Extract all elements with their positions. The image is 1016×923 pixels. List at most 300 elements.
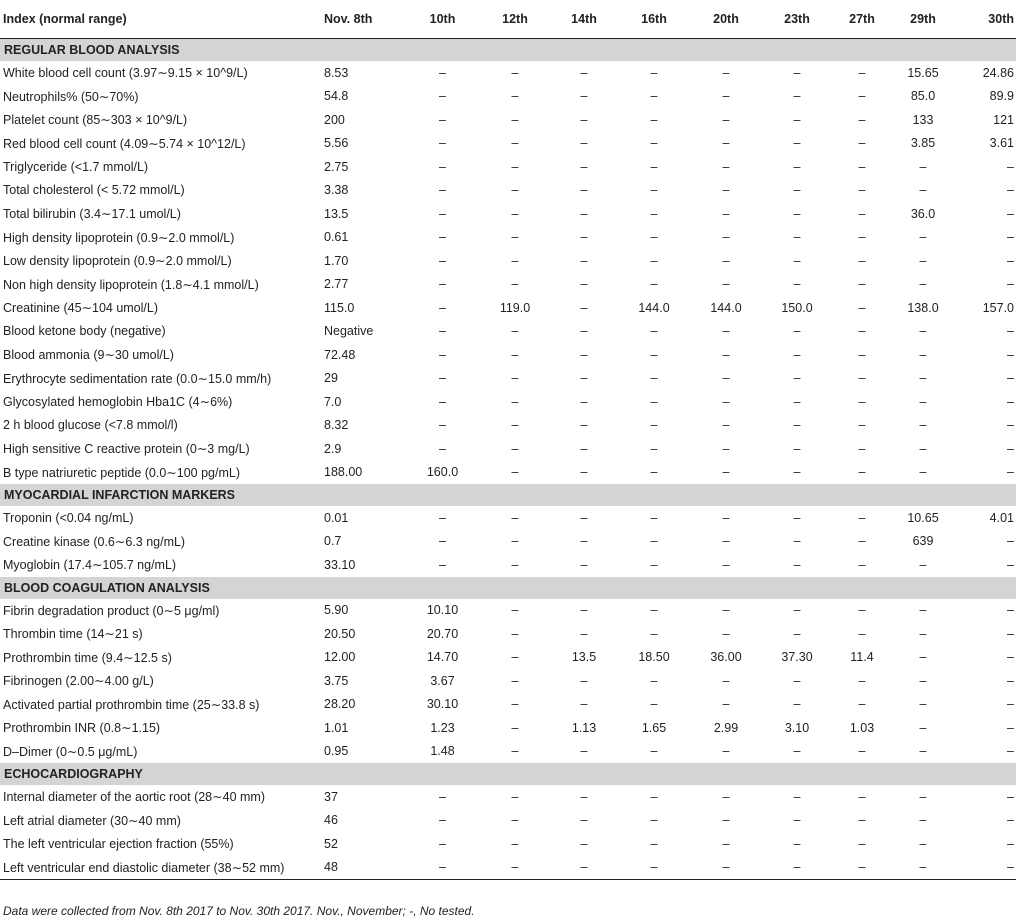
table-footnote: Data were collected from Nov. 8th 2017 to Nov. 30th 2017. Nov., November; -, No tested. [3, 904, 475, 918]
table-cell: 5.90 [324, 603, 349, 618]
table-cell: – [858, 89, 866, 104]
table-cell: – [793, 697, 801, 712]
table-cell: – [722, 206, 730, 221]
table-cell: – [722, 418, 730, 433]
table-cell: 20.50 [324, 626, 356, 641]
table-cell: – [919, 697, 927, 712]
row-label: White blood cell count (3.97∼9.15 × 10^9/L) [3, 66, 248, 81]
table-cell: 8.32 [324, 418, 349, 433]
table-cell: – [793, 441, 801, 456]
table-cell: – [858, 324, 866, 339]
table-cell: 1.48 [430, 744, 455, 759]
table-cell: – [580, 65, 588, 80]
table-cell: – [650, 230, 658, 245]
table-cell: 0.7 [324, 534, 342, 549]
table-cell: – [1007, 720, 1014, 735]
table-cell: – [793, 277, 801, 292]
table-cell: – [793, 206, 801, 221]
table-cell: – [722, 89, 730, 104]
table-cell: – [550, 856, 618, 880]
table-cell: – [793, 465, 801, 480]
table-cell: – [793, 626, 801, 641]
table-cell: 3.61 [989, 136, 1014, 151]
table-cell: – [1007, 230, 1014, 245]
row-label: Erythrocyte sedimentation rate (0.0∼15.0 mm/h) [3, 371, 272, 386]
table-cell: – [1007, 626, 1014, 641]
row-label: B type natriuretic peptide (0.0∼100 pg/mL) [3, 465, 240, 480]
table-cell: – [650, 697, 658, 712]
table-row [0, 437, 1016, 461]
table-cell: – [858, 789, 866, 804]
table-cell: – [722, 324, 730, 339]
table-cell: – [919, 603, 927, 618]
table-cell: – [511, 650, 519, 665]
table-cell: – [722, 253, 730, 268]
table-cell: – [858, 206, 866, 221]
table-cell: – [650, 324, 658, 339]
table-cell: 14.70 [426, 650, 459, 665]
table-cell: – [511, 441, 519, 456]
table-cell: – [722, 534, 730, 549]
table-cell: 54.8 [324, 89, 349, 104]
table-cell: – [580, 89, 588, 104]
table-cell: – [793, 744, 801, 759]
table-cell: – [580, 836, 588, 851]
table-cell: 200 [324, 112, 345, 127]
table-row [0, 461, 1016, 485]
table-cell: – [858, 112, 866, 127]
table-cell: – [439, 183, 446, 198]
table-cell: – [858, 65, 866, 80]
table-row [0, 622, 1016, 646]
table-cell: – [858, 744, 866, 759]
row-label: Neutrophils% (50∼70%) [3, 89, 139, 104]
table-cell: 30.10 [426, 697, 459, 712]
table-cell: – [722, 789, 730, 804]
table-cell: 11.4 [850, 650, 874, 665]
row-label: Left atrial diameter (30∼40 mm) [3, 813, 181, 828]
table-cell: – [722, 673, 730, 688]
table-cell: – [919, 159, 927, 174]
table-cell: 2.77 [324, 277, 349, 292]
table-cell: – [1007, 534, 1014, 549]
table-cell: 157.0 [982, 300, 1014, 315]
table-cell: – [919, 253, 927, 268]
table-cell: – [722, 836, 730, 851]
table-cell: – [1007, 277, 1014, 292]
table-cell: – [1007, 465, 1014, 480]
table-cell: – [919, 371, 927, 386]
table-cell: – [858, 277, 866, 292]
table-row [0, 646, 1016, 670]
table-cell: – [919, 836, 927, 851]
table-cell: 1.70 [324, 253, 349, 268]
row-label: Blood ammonia (9∼30 umol/L) [3, 348, 174, 363]
table-cell: – [722, 136, 730, 151]
table-cell: – [1007, 557, 1014, 572]
table-cell: – [511, 789, 519, 804]
table-cell: – [793, 813, 801, 828]
table-cell: 7.0 [324, 394, 342, 409]
table-row [0, 669, 1016, 693]
table-cell: – [919, 441, 927, 456]
table-cell: 52 [324, 836, 338, 851]
row-label: Blood ketone body (negative) [3, 324, 166, 339]
table-cell: Negative [324, 324, 374, 339]
table-cell: – [722, 112, 730, 127]
table-cell: – [650, 813, 658, 828]
table-cell: 133 [912, 112, 934, 127]
table-cell: – [722, 441, 730, 456]
column-header-date: 30th [954, 0, 1016, 39]
table-cell: 121 [993, 112, 1014, 127]
column-header-date: 16th [618, 0, 690, 39]
table-cell: 72.48 [324, 347, 356, 362]
table-cell: – [722, 465, 730, 480]
row-label: Creatinine (45∼104 umol/L) [3, 301, 158, 316]
column-header-date: 27th [832, 0, 892, 39]
table-cell: – [511, 557, 519, 572]
table-cell: – [858, 465, 866, 480]
table-cell: – [722, 371, 730, 386]
table-cell: – [511, 626, 519, 641]
table-cell: – [858, 697, 866, 712]
table-cell: 3.85 [910, 136, 936, 151]
table-cell: – [793, 159, 801, 174]
row-label: Triglyceride (<1.7 mmol/L) [3, 159, 149, 174]
table-cell: – [919, 650, 927, 665]
table-cell: – [511, 324, 519, 339]
table-cell: – [405, 856, 480, 880]
table-cell: – [1007, 371, 1014, 386]
table-cell: – [580, 441, 588, 456]
table-row [0, 343, 1016, 367]
table-cell: – [650, 183, 658, 198]
table-cell: – [858, 534, 866, 549]
table-cell: – [650, 836, 658, 851]
table-cell: 37.30 [781, 650, 813, 665]
table-cell: 0.61 [324, 230, 349, 245]
table-cell: – [580, 697, 588, 712]
section-title: REGULAR BLOOD ANALYSIS [0, 39, 1016, 62]
table-cell: – [580, 206, 588, 221]
table-cell: – [919, 277, 927, 292]
table-cell: – [511, 253, 519, 268]
table-cell: – [722, 230, 730, 245]
table-cell: – [580, 626, 588, 641]
column-header-date: 14th [550, 0, 618, 39]
table-cell: – [650, 465, 658, 480]
table-cell: – [439, 534, 446, 549]
table-cell: – [650, 371, 658, 386]
table-cell: – [793, 324, 801, 339]
table-cell: – [690, 856, 762, 880]
row-label: High density lipoprotein (0.9∼2.0 mmol/L) [3, 230, 235, 245]
table-cell: – [793, 418, 801, 433]
table-cell: – [511, 744, 519, 759]
table-cell: – [580, 371, 588, 386]
table-cell: 29 [324, 371, 338, 386]
table-cell: – [858, 394, 866, 409]
table-row [0, 202, 1016, 226]
table-cell: – [919, 789, 927, 804]
table-cell: – [650, 626, 658, 641]
table-cell: – [858, 626, 866, 641]
table-cell: – [1007, 347, 1014, 362]
table-row [0, 367, 1016, 391]
table-cell: 1.23 [430, 720, 455, 735]
table-cell: – [439, 557, 446, 572]
table-cell: – [650, 159, 658, 174]
table-cell: – [858, 418, 866, 433]
table-cell: – [919, 626, 927, 641]
table-cell: 1.03 [849, 720, 875, 735]
table-cell: – [793, 673, 801, 688]
table-cell: – [650, 603, 658, 618]
row-label: Total bilirubin (3.4∼17.1 umol/L) [3, 207, 181, 222]
table-cell: – [722, 183, 730, 198]
table-cell: – [480, 856, 550, 880]
table-row [0, 132, 1016, 156]
table-cell: – [1007, 836, 1014, 851]
table-cell: – [1007, 394, 1014, 409]
table-cell: – [1007, 697, 1014, 712]
table-row [0, 390, 1016, 414]
table-cell: – [1007, 603, 1014, 618]
table-cell: – [919, 418, 927, 433]
table-cell: – [722, 697, 730, 712]
table-cell: – [858, 347, 866, 362]
table-cell: – [439, 112, 446, 127]
table-cell: – [650, 744, 658, 759]
table-cell: 3.67 [430, 673, 455, 688]
table-cell: – [1007, 418, 1014, 433]
table-cell: – [511, 347, 519, 362]
table-cell: – [722, 603, 730, 618]
table-cell: 85.0 [910, 89, 936, 104]
table-cell: – [650, 206, 658, 221]
row-label: Myoglobin (17.4∼105.7 ng/mL) [3, 558, 177, 573]
table-row [0, 716, 1016, 740]
table-cell: – [793, 136, 801, 151]
table-cell: – [1007, 324, 1014, 339]
column-header-date: Nov. 8th [310, 0, 405, 39]
table-row [0, 249, 1016, 273]
table-cell: 188.00 [324, 465, 363, 480]
table-cell: – [722, 557, 730, 572]
table-cell: – [650, 394, 658, 409]
table-cell: – [722, 626, 730, 641]
table-cell: – [858, 836, 866, 851]
table-cell: – [919, 813, 927, 828]
table-cell: – [511, 89, 519, 104]
table-cell: – [919, 183, 927, 198]
section-header-row [0, 39, 1016, 62]
table-cell: – [511, 206, 519, 221]
table-cell: – [650, 253, 658, 268]
table-cell: – [650, 89, 658, 104]
table-cell: – [858, 510, 866, 525]
table-cell: – [439, 836, 446, 851]
table-cell: – [580, 673, 588, 688]
row-label: Platelet count (85∼303 × 10^9/L) [3, 113, 188, 128]
table-cell: – [511, 418, 519, 433]
table-row [0, 108, 1016, 132]
table-row [0, 832, 1016, 856]
table-cell: – [618, 856, 690, 880]
table-cell: – [511, 65, 519, 80]
table-cell: – [439, 253, 446, 268]
table-cell: – [650, 418, 658, 433]
table-cell: 10.10 [426, 603, 459, 618]
table-cell: – [439, 277, 446, 292]
row-label: D–Dimer (0∼0.5 μg/mL) [3, 744, 138, 759]
table-cell: – [722, 347, 730, 362]
table-cell: – [919, 394, 927, 409]
table-row [0, 226, 1016, 250]
table-cell: – [858, 813, 866, 828]
row-label: Total cholesterol (< 5.72 mmol/L) [3, 183, 185, 198]
table-cell: – [580, 744, 588, 759]
table-cell: 639 [912, 534, 934, 549]
table-cell: 2.99 [713, 720, 739, 735]
table-cell: – [439, 813, 446, 828]
table-cell: – [722, 65, 730, 80]
table-cell: 15.65 [907, 65, 939, 80]
table-cell: 18.50 [638, 650, 670, 665]
table-cell: 1.65 [641, 720, 667, 735]
table-cell: – [919, 557, 927, 572]
table-cell: – [580, 347, 588, 362]
table-cell: – [1007, 253, 1014, 268]
section-title: ECHOCARDIOGRAPHY [0, 763, 1016, 785]
section-title: BLOOD COAGULATION ANALYSIS [0, 577, 1016, 599]
table-cell: – [1007, 441, 1014, 456]
table-cell: 13.5 [571, 650, 597, 665]
table-cell: – [858, 673, 866, 688]
table-cell: – [511, 534, 519, 549]
table-cell: – [580, 136, 588, 151]
table-cell: 20.70 [426, 626, 459, 641]
table-cell: – [511, 230, 519, 245]
table-cell: – [793, 230, 801, 245]
table-cell: – [439, 65, 446, 80]
table-row [0, 553, 1016, 577]
column-header-date: 23th [762, 0, 832, 39]
table-cell: 150.0 [781, 300, 813, 315]
table-cell: – [580, 603, 588, 618]
table-cell: – [919, 744, 927, 759]
column-header-date: 10th [405, 0, 480, 39]
table-cell: – [580, 183, 588, 198]
table-cell: – [439, 347, 446, 362]
table-cell: – [511, 697, 519, 712]
table-cell: – [919, 720, 927, 735]
table-cell: 12.00 [324, 650, 356, 665]
table-cell: – [650, 277, 658, 292]
table-cell: – [580, 510, 588, 525]
table-cell: – [650, 673, 658, 688]
table-row [0, 809, 1016, 833]
table-cell: – [919, 230, 927, 245]
table-cell: 119.0 [499, 300, 531, 315]
column-header-date: 20th [690, 0, 762, 39]
table-row [0, 155, 1016, 179]
table-cell: – [832, 856, 892, 880]
table-cell: – [511, 465, 519, 480]
table-cell: – [580, 277, 588, 292]
table-cell: – [439, 230, 446, 245]
table-cell: – [1007, 206, 1014, 221]
table-cell: 1.13 [571, 720, 597, 735]
table-cell: 3.10 [784, 720, 810, 735]
table-cell: – [793, 394, 801, 409]
table-cell: – [858, 371, 866, 386]
table-cell: – [439, 206, 446, 221]
table-cell: – [793, 89, 801, 104]
table-cell: 8.53 [324, 65, 349, 80]
table-cell: – [580, 465, 588, 480]
table-cell: – [919, 347, 927, 362]
table-cell: – [858, 557, 866, 572]
table-cell: – [439, 394, 446, 409]
table-cell: – [439, 510, 446, 525]
column-header-date: 29th [892, 0, 954, 39]
table-cell: – [511, 371, 519, 386]
table-cell: – [580, 789, 588, 804]
table-row [0, 61, 1016, 85]
table-row [0, 296, 1016, 320]
table-row [0, 273, 1016, 297]
table-cell: – [722, 277, 730, 292]
column-header-index: Index (normal range) [0, 0, 310, 39]
section-header-row [0, 577, 1016, 599]
table-cell: – [650, 112, 658, 127]
table-cell: 144.0 [638, 300, 670, 315]
table-cell: – [793, 253, 801, 268]
table-cell: – [722, 394, 730, 409]
table-cell: 2.9 [324, 441, 342, 456]
table-cell: – [511, 720, 519, 735]
table-cell: – [858, 300, 866, 315]
table-cell: – [439, 441, 446, 456]
table-cell: 3.75 [324, 673, 349, 688]
table-cell: – [439, 371, 446, 386]
row-label: The left ventricular ejection fraction (55%) [3, 836, 234, 851]
table-cell: – [511, 277, 519, 292]
table-cell: 28.20 [324, 697, 356, 712]
table-cell: – [439, 324, 446, 339]
table-cell: 33.10 [324, 557, 356, 572]
row-label: Troponin (<0.04 ng/mL) [3, 510, 134, 525]
table-cell: – [439, 418, 446, 433]
table-cell: – [511, 813, 519, 828]
table-cell: – [1007, 813, 1014, 828]
table-cell: 89.9 [989, 89, 1014, 104]
row-label: Fibrinogen (2.00∼4.00 g/L) [3, 674, 154, 689]
table-cell: – [954, 856, 1016, 880]
table-cell: 138.0 [907, 300, 939, 315]
table-cell: – [439, 789, 446, 804]
table-cell: 0.95 [324, 744, 349, 759]
section-title: MYOCARDIAL INFARCTION MARKERS [0, 484, 1016, 506]
table-cell: 5.56 [324, 136, 349, 151]
table-row [0, 320, 1016, 344]
table-cell: – [793, 534, 801, 549]
table-cell: – [793, 183, 801, 198]
table-row [0, 530, 1016, 554]
table-cell: – [793, 836, 801, 851]
